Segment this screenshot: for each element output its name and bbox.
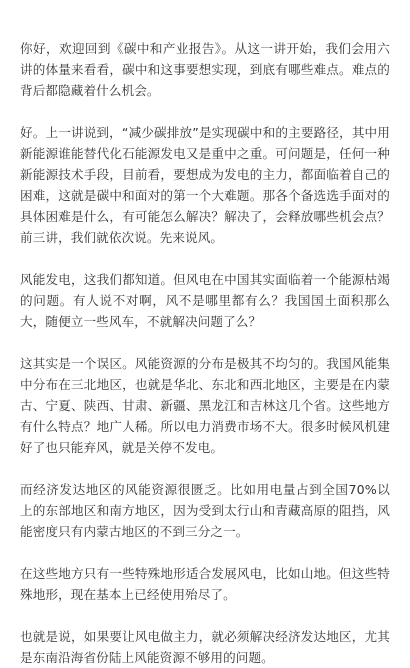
paragraph-special-terrain: 在这些地方只有一些特殊地形适合发展风电，比如山地。但这些特殊地形，现在基本上已经使用殆尽了。 — [20, 566, 390, 602]
paragraph-wind-power: 风能发电，这我们都知道。但风电在中国其实面临着一个能源枯竭的问题。有人说不对啊，风不是哪里都有么？我国国土面积那么大，随便立一些风车，不就解决问题了么？ — [20, 272, 390, 329]
paragraph-conclusion: 也就是说，如果要让风电做主力，就必须解决经济发达地区，尤其是东南沿海省份陆上风能资源不够用的问题。 — [20, 629, 390, 665]
paragraph-wind-distribution: 这其实是一个误区。风能资源的分布是极其不均匀的。我国风能集中分布在三北地区，也就是华北、东北和西北地区，主要是在内蒙古、宁夏、陕西、甘肃、新疆、黑龙江和吉林这几个省。这些地方有什么特点？地广人稀。所以电力消费市场不大。很多时候风机建好了也只能弃风，就是关停不发电。 — [20, 356, 390, 455]
paragraph-renewable-challenge: 好。上一讲说到，“减少碳排放”是实现碳中和的主要路径，其中用新能源谁能替代化石能源发电又是重中之重。可问题是，任何一种新能源技术手段，目前看，要想成为发电的主力，都面临着自己的困难，这就是碳中和面对的第一个大难题。那各个备选选手面对的具体困难是什么，有可能怎么解决？解决了，会释放哪些机会点？前三讲，我们就依次说。先来说风。 — [20, 125, 390, 245]
paragraph-developed-regions: 而经济发达地区的风能资源很匮乏。比如用电量占到全国70%以上的东部地区和南方地区，因为受到太行山和青藏高原的阻挡，风能密度只有内蒙古地区的不到三分之一。 — [20, 482, 390, 539]
paragraph-intro: 你好，欢迎回到《碳中和产业报告》。从这一讲开始，我们会用六讲的体量来看看，碳中和这事要想实现，到底有哪些难点。难点的背后都隐藏着什么机会。 — [20, 41, 390, 98]
